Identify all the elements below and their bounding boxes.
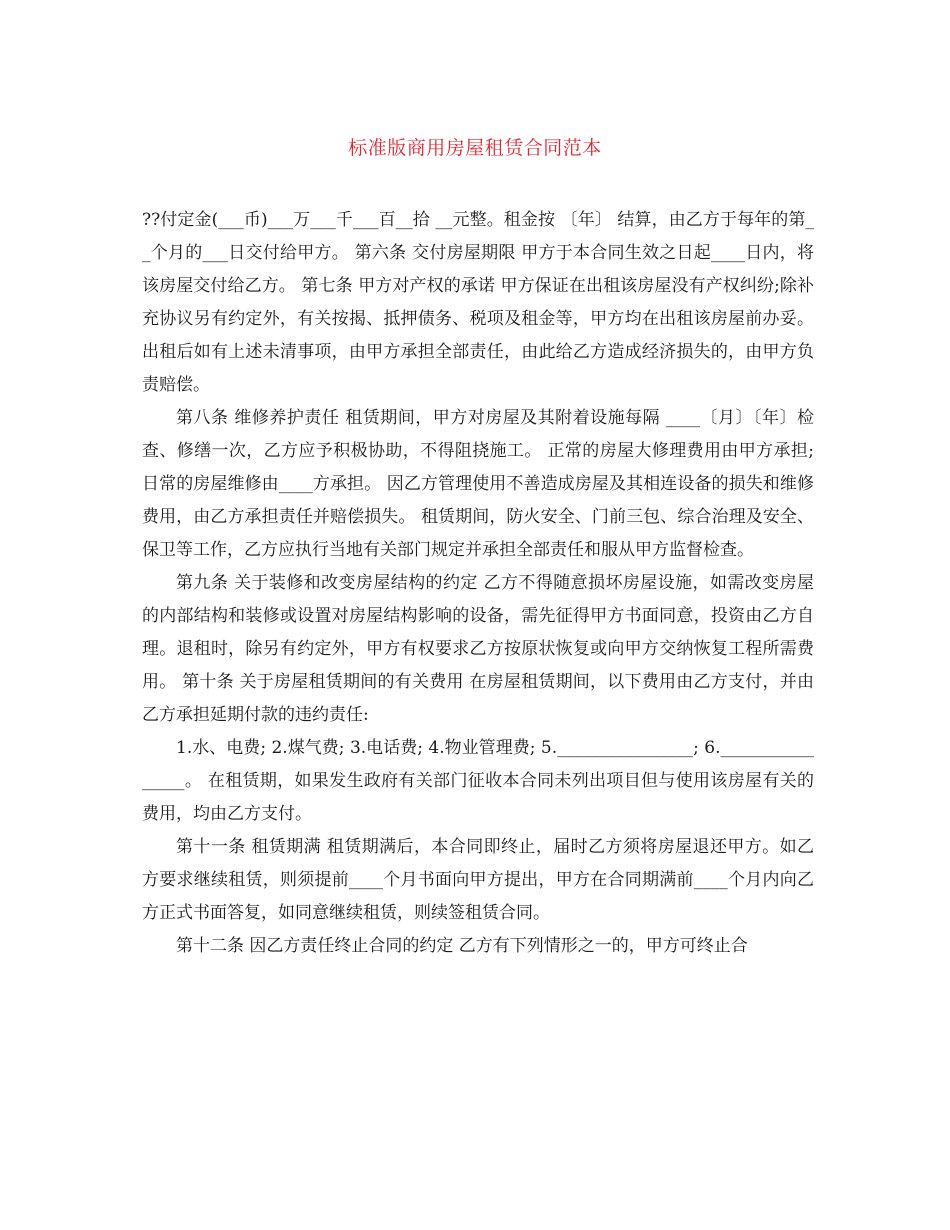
paragraph-6: 第十二条 因乙方责任终止合同的约定 乙方有下列情形之一的，甲方可终止合	[176, 936, 748, 956]
document-title: 标准版商用房屋租赁合同范本	[348, 137, 602, 159]
paragraph-4: 1.水、电费; 2.煤气费; 3.电话费; 4.物业管理费; 5.________________; 6.________________。 在租赁期，如果发生政府有关部门征收本合同未列出项目但与使用该房屋有关的费用，均由乙方支付。	[142, 738, 814, 824]
paragraph-2: 第八条 维修养护责任 租赁期间，甲方对房屋及其附着设施每隔 ____〔月〕〔年〕检查、修缮一次，乙方应予积极协助，不得阻挠施工。 正常的房屋大修理费用由甲方承担;日常的房屋维修由____方承担。 因乙方管理使用不善造成房屋及其相连设备的损失和维修费用，由乙方承担责任并赔偿损失。 租赁期间，防火安全、门前三包、综合治理及安全、保卫等工作，乙方应执行当地有关部门规定并承担全部责任和服从甲方监督检查。	[142, 408, 814, 560]
paragraph-5: 第十一条 租赁期满 租赁期满后，本合同即终止，届时乙方须将房屋退还甲方。如乙方要求继续租赁，则须提前____个月书面向甲方提出，甲方在合同期满前____个月内向乙方正式书面答复，如同意继续租赁，则续签租赁合同。	[142, 837, 814, 923]
document-body	[142, 204, 814, 963]
paragraph-3: 第九条 关于装修和改变房屋结构的约定 乙方不得随意损坏房屋设施，如需改变房屋的内部结构和装修或设置对房屋结构影响的设备，需先征得甲方书面同意，投资由乙方自理。退租时，除另有约定外，甲方有权要求乙方按原状恢复或向甲方交纳恢复工程所需费用。 第十条 关于房屋租赁期间的有关费用 在房屋租赁期间，以下费用由乙方支付，并由乙方承担延期付款的违约责任:	[142, 573, 814, 725]
paragraph-1: ??付定金(___币)___万___千___百__拾 __元整。租金按 〔年〕 结算，由乙方于每年的第__个月的___日交付给甲方。 第六条 交付房屋期限 甲方于本合同生效之日起____日内，将该房屋交付给乙方。 第七条 甲方对产权的承诺 甲方保证在出租该房屋没有产权纠纷;除补充协议另有约定外，有关按揭、抵押债务、税项及租金等，甲方均在出租该房屋前办妥。出租后如有上述未清事项，由甲方承担全部责任，由此给乙方造成经济损失的，由甲方负责赔偿。	[142, 210, 814, 395]
